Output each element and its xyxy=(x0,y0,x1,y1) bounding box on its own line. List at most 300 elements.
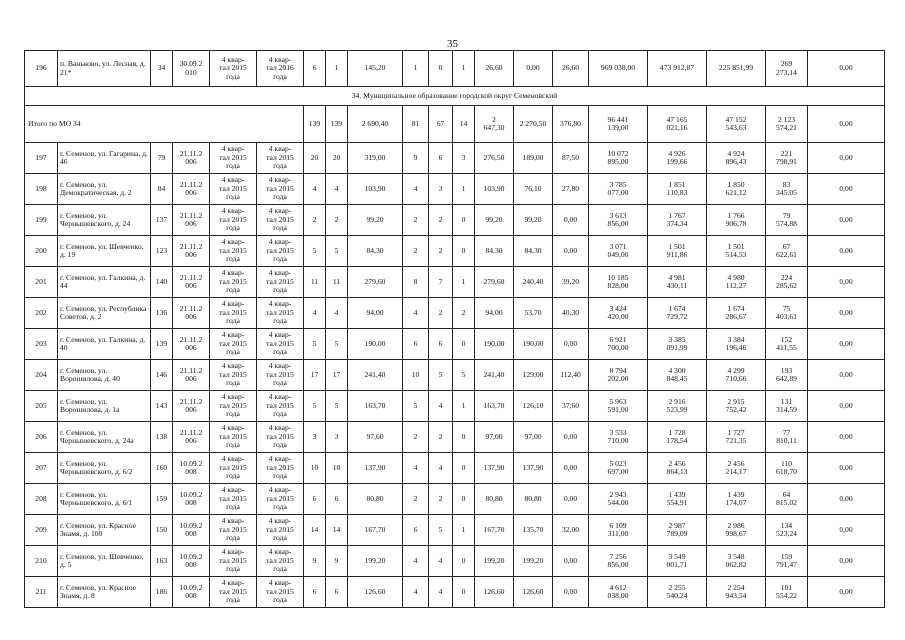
address-cell: г. Семенов, ул. Республика Советов, д. 2 xyxy=(58,298,151,329)
plan-start-cell: 4 квар- тал 2015 года xyxy=(210,422,257,453)
plan-end-cell: 4 квар- тал 2015 года xyxy=(257,360,304,391)
area-municipal-cell: 189,00 xyxy=(514,143,553,174)
area-private-cell: 0,00 xyxy=(553,236,589,267)
resettled-area-cell: 126,60 xyxy=(475,577,514,608)
area-municipal-cell: 135,70 xyxy=(514,515,553,546)
apartments-municipal-cell: 5 xyxy=(429,515,453,546)
funds-extra-cell: 0,00 xyxy=(808,577,885,608)
plan-end-cell: 4 квар- тал 2015 года xyxy=(257,484,304,515)
address-cell: п. Ваньково, ул. Лесная, д. 21* xyxy=(58,51,151,87)
row-number: 196 xyxy=(25,51,58,87)
total-funds-region-cell: 47 152 543,63 xyxy=(707,106,766,143)
house-year-cell: 123 xyxy=(151,236,173,267)
row-number: 204 xyxy=(25,360,58,391)
total-row xyxy=(25,106,885,143)
residents-count-cell: 4 xyxy=(326,174,348,205)
area-municipal-cell: 240,40 xyxy=(514,267,553,298)
funds-local-cell: 221 798,91 xyxy=(766,143,808,174)
address-cell: г. Семенов, ул. Шевченко, д. 19 xyxy=(58,236,151,267)
funds-extra-cell: 0,00 xyxy=(808,298,885,329)
area-municipal-cell: 84,30 xyxy=(514,236,553,267)
area-private-cell: 0,00 xyxy=(553,329,589,360)
funds-extra-cell: 0,00 xyxy=(808,422,885,453)
funds-local-cell: 77 810,11 xyxy=(766,422,808,453)
total-area-cell: 94,00 xyxy=(348,298,403,329)
house-year-cell: 150 xyxy=(151,515,173,546)
resettled-area-cell: 94,00 xyxy=(475,298,514,329)
residents-count-cell: 11 xyxy=(326,267,348,298)
funds-total-cell: 4 612 038,00 xyxy=(589,577,648,608)
address-cell: г. Семенов, ул. Красное Знамя, д. 100 xyxy=(58,515,151,546)
funds-fund-cell: 4 926 199,66 xyxy=(648,143,707,174)
area-private-cell: 0,00 xyxy=(553,546,589,577)
area-private-cell: 32,00 xyxy=(553,515,589,546)
row-number: 201 xyxy=(25,267,58,298)
plan-end-cell: 4 квар- тал 2015 года xyxy=(257,298,304,329)
total-area-cell: 279,60 xyxy=(348,267,403,298)
table-row xyxy=(25,298,885,329)
plan-end-cell: 4 квар- тал 2015 года xyxy=(257,546,304,577)
apartments-municipal-cell: 2 xyxy=(429,422,453,453)
apartments-municipal-cell: 7 xyxy=(429,267,453,298)
row-number: 197 xyxy=(25,143,58,174)
apartments-total-cell: 2 xyxy=(403,236,429,267)
house-year-cell: 186 xyxy=(151,577,173,608)
apartments-count-cell: 6 xyxy=(304,577,326,608)
funds-total-cell: 7 256 856,00 xyxy=(589,546,648,577)
housing-program-table xyxy=(24,50,885,608)
row-number: 202 xyxy=(25,298,58,329)
apartments-private-cell: 1 xyxy=(453,267,475,298)
area-private-cell: 40,30 xyxy=(553,298,589,329)
funds-extra-cell: 0,00 xyxy=(808,484,885,515)
total-area-cell: 319,00 xyxy=(348,143,403,174)
area-private-cell: 0,00 xyxy=(553,422,589,453)
total-funds-extra-cell: 0,00 xyxy=(808,106,885,143)
total-area-cell: 199,20 xyxy=(348,546,403,577)
apartments-municipal-cell: 2 xyxy=(429,484,453,515)
address-cell: г. Семенов, ул. Демократическая, д. 2 xyxy=(58,174,151,205)
resettled-area-cell: 103,90 xyxy=(475,174,514,205)
funds-fund-cell: 1 851 110,83 xyxy=(648,174,707,205)
apartments-count-cell: 3 xyxy=(304,422,326,453)
address-cell: г. Семенов, ул. Гагарина, д. 46 xyxy=(58,143,151,174)
apartments-count-cell: 6 xyxy=(304,51,326,87)
date-cell: 10.09.2 008 xyxy=(173,515,210,546)
plan-start-cell: 4 квар- тал 2015 года xyxy=(210,298,257,329)
funds-total-cell: 5 963 591,00 xyxy=(589,391,648,422)
total-residents-count-cell: 139 xyxy=(326,106,348,143)
total-apartments-private-cell: 14 xyxy=(453,106,475,143)
table-row xyxy=(25,267,885,298)
funds-extra-cell: 0,00 xyxy=(808,329,885,360)
funds-total-cell: 10 185 828,00 xyxy=(589,267,648,298)
apartments-private-cell: 0 xyxy=(453,422,475,453)
funds-total-cell: 10 072 895,00 xyxy=(589,143,648,174)
resettled-area-cell: 163,70 xyxy=(475,391,514,422)
date-cell: 21.11.2 006 xyxy=(173,360,210,391)
plan-start-cell: 4 квар- тал 2015 года xyxy=(210,267,257,298)
resettled-area-cell: 276,50 xyxy=(475,143,514,174)
row-number: 209 xyxy=(25,515,58,546)
apartments-total-cell: 2 xyxy=(403,484,429,515)
table-row xyxy=(25,329,885,360)
residents-count-cell: 3 xyxy=(326,422,348,453)
funds-region-cell: 2 986 998,67 xyxy=(707,515,766,546)
date-cell: 21.11.2 006 xyxy=(173,267,210,298)
funds-extra-cell: 0,00 xyxy=(808,360,885,391)
apartments-private-cell: 1 xyxy=(453,51,475,87)
apartments-total-cell: 10 xyxy=(403,360,429,391)
funds-total-cell: 6 921 700,00 xyxy=(589,329,648,360)
resettled-area-cell: 167,70 xyxy=(475,515,514,546)
total-resettled-area-cell: 2 647,30 xyxy=(475,106,514,143)
plan-end-cell: 4 квар- тал 2015 года xyxy=(257,422,304,453)
apartments-municipal-cell: 4 xyxy=(429,577,453,608)
plan-start-cell: 4 квар- тал 2015 года xyxy=(210,360,257,391)
plan-start-cell: 4 квар- тал 2015 года xyxy=(210,174,257,205)
date-cell: 21.11.2 006 xyxy=(173,236,210,267)
plan-end-cell: 4 квар- тал 2015 года xyxy=(257,329,304,360)
funds-region-cell: 1 501 514,53 xyxy=(707,236,766,267)
plan-end-cell: 4 квар- тал 2015 года xyxy=(257,174,304,205)
funds-fund-cell: 3 549 001,71 xyxy=(648,546,707,577)
plan-start-cell: 4 квар- тал 2015 года xyxy=(210,515,257,546)
funds-local-cell: 110 618,70 xyxy=(766,453,808,484)
row-number: 203 xyxy=(25,329,58,360)
area-private-cell: 37,60 xyxy=(553,391,589,422)
table-row xyxy=(25,422,885,453)
apartments-private-cell: 5 xyxy=(453,360,475,391)
date-cell: 10.09.2 008 xyxy=(173,546,210,577)
residents-count-cell: 6 xyxy=(326,577,348,608)
funds-local-cell: 101 554,22 xyxy=(766,577,808,608)
table-row xyxy=(25,236,885,267)
row-number: 200 xyxy=(25,236,58,267)
funds-extra-cell: 0,00 xyxy=(808,453,885,484)
apartments-private-cell: 0 xyxy=(453,236,475,267)
funds-extra-cell: 0,00 xyxy=(808,546,885,577)
plan-start-cell: 4 квар- тал 2015 года xyxy=(210,577,257,608)
table-row xyxy=(25,174,885,205)
funds-region-cell: 2 915 752,42 xyxy=(707,391,766,422)
house-year-cell: 137 xyxy=(151,205,173,236)
plan-end-cell: 4 квар- тал 2015 года xyxy=(257,143,304,174)
plan-end-cell: 4 квар- тал 2015 года xyxy=(257,205,304,236)
table-row xyxy=(25,453,885,484)
total-area-cell: 97,60 xyxy=(348,422,403,453)
table-row xyxy=(25,484,885,515)
apartments-count-cell: 20 xyxy=(304,143,326,174)
funds-total-cell: 969 038,00 xyxy=(589,51,648,87)
total-area-cell: 163,70 xyxy=(348,391,403,422)
total-total-area-cell: 2 690,40 xyxy=(348,106,403,143)
address-cell: г. Семенов, ул. Галкина, д. 40 xyxy=(58,329,151,360)
funds-total-cell: 3 613 856,00 xyxy=(589,205,648,236)
plan-start-cell: 4 квар- тал 2015 года xyxy=(210,205,257,236)
funds-extra-cell: 0,00 xyxy=(808,143,885,174)
funds-local-cell: 269 273,14 xyxy=(766,51,808,87)
resettled-area-cell: 99,20 xyxy=(475,205,514,236)
date-cell: 30.09.2 010 xyxy=(173,51,210,87)
apartments-total-cell: 8 xyxy=(403,267,429,298)
funds-region-cell: 3 384 196,46 xyxy=(707,329,766,360)
plan-start-cell: 4 квар- тал 2015 года xyxy=(210,236,257,267)
apartments-municipal-cell: 6 xyxy=(429,143,453,174)
plan-end-cell: 4 квар- тал 2015 года xyxy=(257,577,304,608)
date-cell: 21.11.2 006 xyxy=(173,422,210,453)
house-year-cell: 34 xyxy=(151,51,173,87)
funds-fund-cell: 4 300 848,45 xyxy=(648,360,707,391)
apartments-municipal-cell: 4 xyxy=(429,391,453,422)
apartments-count-cell: 10 xyxy=(304,453,326,484)
funds-local-cell: 83 345,05 xyxy=(766,174,808,205)
apartments-total-cell: 9 xyxy=(403,143,429,174)
area-private-cell: 39,20 xyxy=(553,267,589,298)
apartments-count-cell: 4 xyxy=(304,298,326,329)
area-municipal-cell: 76,10 xyxy=(514,174,553,205)
residents-count-cell: 5 xyxy=(326,391,348,422)
date-cell: 10.09.2 008 xyxy=(173,484,210,515)
date-cell: 10.09.2 008 xyxy=(173,577,210,608)
resettled-area-cell: 84,30 xyxy=(475,236,514,267)
house-year-cell: 159 xyxy=(151,484,173,515)
row-number: 207 xyxy=(25,453,58,484)
apartments-municipal-cell: 4 xyxy=(429,546,453,577)
total-funds-fund-cell: 47 165 021,16 xyxy=(648,106,707,143)
total-area-municipal-cell: 2 270,50 xyxy=(514,106,553,143)
funds-extra-cell: 0,00 xyxy=(808,515,885,546)
funds-local-cell: 131 314,59 xyxy=(766,391,808,422)
row-number: 205 xyxy=(25,391,58,422)
apartments-total-cell: 4 xyxy=(403,546,429,577)
total-area-private-cell: 376,80 xyxy=(553,106,589,143)
total-area-cell: 167,70 xyxy=(348,515,403,546)
total-area-cell: 137,90 xyxy=(348,453,403,484)
apartments-count-cell: 11 xyxy=(304,267,326,298)
apartments-private-cell: 3 xyxy=(453,143,475,174)
apartments-count-cell: 9 xyxy=(304,546,326,577)
address-cell: г. Семенов, ул. Чернышевского, д. 24а xyxy=(58,422,151,453)
address-cell: г. Семенов, ул. Ворошилова, д. 40 xyxy=(58,360,151,391)
area-municipal-cell: 126,60 xyxy=(514,577,553,608)
area-private-cell: 0,00 xyxy=(553,577,589,608)
plan-end-cell: 4 квар- тал 2015 года xyxy=(257,391,304,422)
residents-count-cell: 1 xyxy=(326,51,348,87)
area-municipal-cell: 80,80 xyxy=(514,484,553,515)
total-funds-local-cell: 2 123 574,21 xyxy=(766,106,808,143)
apartments-total-cell: 4 xyxy=(403,174,429,205)
resettled-area-cell: 26,60 xyxy=(475,51,514,87)
apartments-private-cell: 0 xyxy=(453,577,475,608)
residents-count-cell: 9 xyxy=(326,546,348,577)
residents-count-cell: 20 xyxy=(326,143,348,174)
area-municipal-cell: 53,70 xyxy=(514,298,553,329)
funds-local-cell: 159 791,47 xyxy=(766,546,808,577)
resettled-area-cell: 199,20 xyxy=(475,546,514,577)
funds-total-cell: 3 071 049,00 xyxy=(589,236,648,267)
address-cell: г. Семенов, ул. Ворошилова, д. 1а xyxy=(58,391,151,422)
funds-region-cell: 4 924 896,43 xyxy=(707,143,766,174)
table-row xyxy=(25,515,885,546)
residents-count-cell: 4 xyxy=(326,298,348,329)
plan-start-cell: 4 квар- тал 2015 года xyxy=(210,453,257,484)
apartments-total-cell: 6 xyxy=(403,329,429,360)
address-cell: г. Семенов, ул. Чернышевского, д. 6/1 xyxy=(58,484,151,515)
row-number: 199 xyxy=(25,205,58,236)
funds-extra-cell: 0,00 xyxy=(808,236,885,267)
plan-start-cell: 4 квар- тал 2015 года xyxy=(210,329,257,360)
total-area-cell: 80,80 xyxy=(348,484,403,515)
total-area-cell: 241,40 xyxy=(348,360,403,391)
funds-total-cell: 3 785 077,00 xyxy=(589,174,648,205)
apartments-municipal-cell: 6 xyxy=(429,329,453,360)
table-row xyxy=(25,360,885,391)
residents-count-cell: 10 xyxy=(326,453,348,484)
apartments-private-cell: 2 xyxy=(453,298,475,329)
area-municipal-cell: 190,00 xyxy=(514,329,553,360)
table-row xyxy=(25,577,885,608)
total-area-cell: 190,00 xyxy=(348,329,403,360)
funds-region-cell: 4 299 710,66 xyxy=(707,360,766,391)
house-year-cell: 143 xyxy=(151,391,173,422)
apartments-municipal-cell: 3 xyxy=(429,174,453,205)
total-area-cell: 103,90 xyxy=(348,174,403,205)
house-year-cell: 160 xyxy=(151,453,173,484)
funds-region-cell: 1 674 286,67 xyxy=(707,298,766,329)
section-title: 34. Муниципальное образование городской округ Семеновский xyxy=(25,87,885,106)
funds-fund-cell: 1 439 554,91 xyxy=(648,484,707,515)
funds-local-cell: 79 574,88 xyxy=(766,205,808,236)
plan-end-cell: 4 квар- тал 2016 года xyxy=(257,51,304,87)
house-year-cell: 139 xyxy=(151,329,173,360)
section-row xyxy=(25,87,885,106)
resettled-area-cell: 80,80 xyxy=(475,484,514,515)
area-private-cell: 112,40 xyxy=(553,360,589,391)
table-row xyxy=(25,546,885,577)
apartments-total-cell: 6 xyxy=(403,515,429,546)
table-row xyxy=(25,143,885,174)
plan-start-cell: 4 квар- тал 2015 года xyxy=(210,391,257,422)
plan-end-cell: 4 квар- тал 2015 года xyxy=(257,515,304,546)
area-municipal-cell: 126,10 xyxy=(514,391,553,422)
area-municipal-cell: 129,00 xyxy=(514,360,553,391)
funds-fund-cell: 4 981 430,11 xyxy=(648,267,707,298)
funds-extra-cell: 0,00 xyxy=(808,267,885,298)
row-number: 211 xyxy=(25,577,58,608)
funds-fund-cell: 2 987 789,09 xyxy=(648,515,707,546)
funds-local-cell: 152 411,55 xyxy=(766,329,808,360)
funds-fund-cell: 1 674 729,72 xyxy=(648,298,707,329)
funds-region-cell: 1 439 174,07 xyxy=(707,484,766,515)
funds-fund-cell: 3 385 091,99 xyxy=(648,329,707,360)
table-body xyxy=(25,51,885,608)
apartments-municipal-cell: 4 xyxy=(429,453,453,484)
funds-fund-cell: 2 456 864,13 xyxy=(648,453,707,484)
apartments-private-cell: 0 xyxy=(453,484,475,515)
apartments-total-cell: 5 xyxy=(403,391,429,422)
funds-region-cell: 3 548 062,82 xyxy=(707,546,766,577)
residents-count-cell: 6 xyxy=(326,484,348,515)
total-area-cell: 84,30 xyxy=(348,236,403,267)
funds-extra-cell: 0,00 xyxy=(808,391,885,422)
funds-total-cell: 2 943 544,00 xyxy=(589,484,648,515)
house-year-cell: 163 xyxy=(151,546,173,577)
area-municipal-cell: 0,00 xyxy=(514,51,553,87)
residents-count-cell: 2 xyxy=(326,205,348,236)
page-number: 35 xyxy=(447,38,458,50)
house-year-cell: 146 xyxy=(151,360,173,391)
house-year-cell: 79 xyxy=(151,143,173,174)
date-cell: 21.11.2 006 xyxy=(173,298,210,329)
resettled-area-cell: 279,60 xyxy=(475,267,514,298)
area-municipal-cell: 99,20 xyxy=(514,205,553,236)
funds-total-cell: 5 023 697,00 xyxy=(589,453,648,484)
funds-local-cell: 224 285,62 xyxy=(766,267,808,298)
funds-local-cell: 193 642,89 xyxy=(766,360,808,391)
apartments-total-cell: 4 xyxy=(403,453,429,484)
apartments-private-cell: 0 xyxy=(453,546,475,577)
total-apartments-municipal-cell: 67 xyxy=(429,106,453,143)
plan-start-cell: 4 квар- тал 2015 года xyxy=(210,546,257,577)
funds-local-cell: 134 523,24 xyxy=(766,515,808,546)
funds-region-cell: 1 850 621,12 xyxy=(707,174,766,205)
total-label: Итого по МО 34 xyxy=(25,106,304,143)
area-private-cell: 87,50 xyxy=(553,143,589,174)
apartments-private-cell: 0 xyxy=(453,453,475,484)
row-number: 198 xyxy=(25,174,58,205)
apartments-private-cell: 0 xyxy=(453,205,475,236)
row-number: 208 xyxy=(25,484,58,515)
apartments-private-cell: 1 xyxy=(453,515,475,546)
house-year-cell: 84 xyxy=(151,174,173,205)
residents-count-cell: 5 xyxy=(326,329,348,360)
apartments-total-cell: 2 xyxy=(403,205,429,236)
apartments-private-cell: 0 xyxy=(453,329,475,360)
table-row xyxy=(25,51,885,87)
apartments-municipal-cell: 2 xyxy=(429,236,453,267)
apartments-municipal-cell: 2 xyxy=(429,205,453,236)
area-municipal-cell: 137,90 xyxy=(514,453,553,484)
table-row xyxy=(25,391,885,422)
total-apartments-total-cell: 81 xyxy=(403,106,429,143)
area-private-cell: 0,00 xyxy=(553,484,589,515)
resettled-area-cell: 137,90 xyxy=(475,453,514,484)
funds-total-cell: 3 424 420,00 xyxy=(589,298,648,329)
funds-fund-cell: 1 767 374,34 xyxy=(648,205,707,236)
area-private-cell: 26,60 xyxy=(553,51,589,87)
plan-start-cell: 4 квар- тал 2015 года xyxy=(210,51,257,87)
funds-fund-cell: 473 912,87 xyxy=(648,51,707,87)
funds-fund-cell: 2 916 523,99 xyxy=(648,391,707,422)
apartments-count-cell: 2 xyxy=(304,205,326,236)
apartments-total-cell: 4 xyxy=(403,298,429,329)
funds-region-cell: 1 766 906,78 xyxy=(707,205,766,236)
funds-fund-cell: 1 728 178,54 xyxy=(648,422,707,453)
total-funds-total-cell: 96 441 139,00 xyxy=(589,106,648,143)
funds-local-cell: 67 622,61 xyxy=(766,236,808,267)
total-area-cell: 99,20 xyxy=(348,205,403,236)
resettled-area-cell: 241,40 xyxy=(475,360,514,391)
residents-count-cell: 17 xyxy=(326,360,348,391)
residents-count-cell: 5 xyxy=(326,236,348,267)
apartments-municipal-cell: 5 xyxy=(429,360,453,391)
apartments-total-cell: 2 xyxy=(403,422,429,453)
funds-extra-cell: 0,00 xyxy=(808,174,885,205)
row-number: 206 xyxy=(25,422,58,453)
resettled-area-cell: 190,00 xyxy=(475,329,514,360)
date-cell: 21.11.2 006 xyxy=(173,391,210,422)
